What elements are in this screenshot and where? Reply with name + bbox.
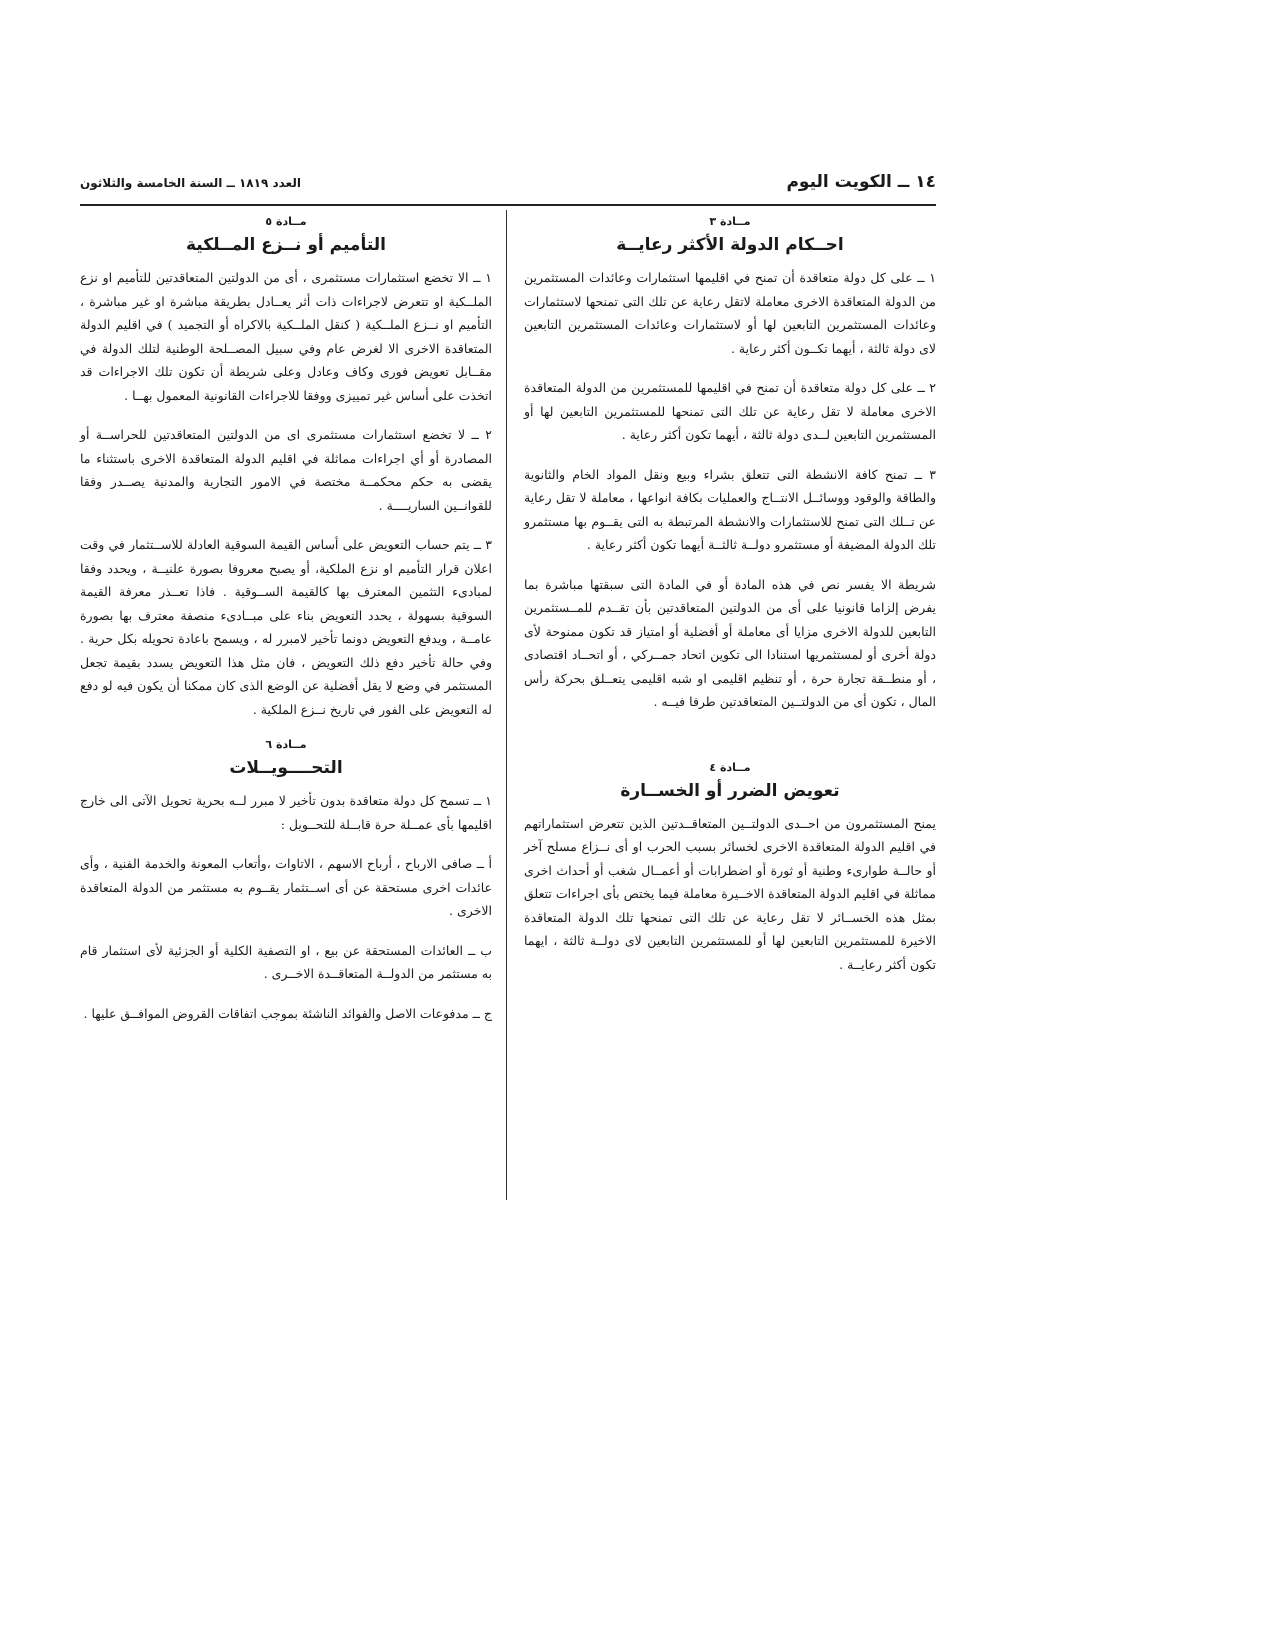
article-3-title: احــكام الدولة الأكثر رعايــة — [616, 235, 844, 255]
article-6-number: مــادة ٦ — [265, 738, 307, 751]
article-5-paragraph-2: ٢ ــ لا تخضع استثمارات مستثمرى اى من الدولتين المتعاقدتين للحراســة أو المصادرة أو أي اجراءات مماثلة في اقليم الدولة المتعاقدة الاخرى باستثناء ما يقضى به حكم محكمــة مختصة في الامور التجارية والمدنية يصــدر وفقا للقوانــين الساريــــة . — [80, 427, 492, 513]
article-3-paragraph-3: ٣ ــ تمنح كافة الانشطة التى تتعلق بشراء وبيع ونقل المواد الخام والثانوية والطاقة والوقود ووسائــل الانتــاج والعمليات بكافة انواعها ، معاملة لا تقل رعاية عن تــلك التى تمنح للاستثمارات والانشطة المرتبطة به التى يقــوم بها مستثمرو تلك الدولة المضيفة أو مستثمرو دولــة ثالثــة أيهما تكون أكثر رعاية . — [524, 466, 936, 552]
issue-info: العدد ١٨١٩ ــ السنة الخامسة والثلاثون — [80, 176, 301, 190]
article-5-paragraph-3: ٣ ــ يتم حساب التعويض على أساس القيمة السوقية العادلة للاســتثمار في وقت اعلان قرار التأميم او نزع الملكية، أو يصبح معروفا بصورة علنيــة ، ويحدد وفقا لمبادىء التثمين المعترف بها كالقيمة الســوقية . فاذا تعــذر معرفة القيمة السوقية بسهولة ، يحدد التعويض بناء على مبــادىء منصفة معترف بها بصورة عامــة ، ويدفع التعويض دونما تأخير لامبرر له ، ويسمح باعادة تحويله بكل حرية . وفي حالة تأخير دفع ذلك التعويض ، فان مثل هذا التعويض يسدد بقيمة تجعل المستثمر في وضع لا يقل أفضلية عن الوضع الذى كان ممكنا أن يكون فيه لو دفع له التعويض على الفور في تاريخ نــزع الملكية . — [80, 537, 492, 717]
article-4-title: تعويض الضرر أو الخســارة — [620, 780, 840, 801]
article-5-number: مــادة ٥ — [265, 215, 307, 228]
article-6-item-b: ب ــ العائدات المستحقة عن بيع ، او التصفية الكلية أو الجزئية لأى استثمار قام به مستثمر من الدولــة المتعاقــدة الاخــرى . — [80, 942, 492, 981]
article-4-paragraph-1: يمنح المستثمرون من احــدى الدولتــين المتعاقــدتين الذين تتعرض استثماراتهم في اقليم الدولة المتعاقدة الاخرى لخسائر بسبب الحرب او أى نــزاع مسلح آخر أو حالــة طوارىء وطنية أو ثورة أو اضطرابات أو أعمــال شغب أو أحداث اخرى مماثلة في اقليم الدولة المتعاقدة الاخــيرة معاملة فيما يختص بأى اجراءات تتعلق بمثل هذه الخســائر لا تقل رعاية عن تلك التى تمنحها تلك الدولة المتعاقدة الاخيرة للمستثمرين التابعين لها أو للمستثمرين التابعين لاى دولــة ثالثة ، ايهما تكون أكثر رعايــة . — [524, 815, 936, 972]
right-column — [524, 206, 936, 992]
article-6-item-c: ج ــ مدفوعات الاصل والفوائد الناشئة بموجب اتفاقات القروض الموافــق عليها . — [83, 1005, 492, 1021]
article-4-number: مــادة ٤ — [709, 760, 751, 774]
article-5-paragraph-1: ١ ــ الا تخضع استثمارات مستثمرى ، أى من الدولتين المتعاقدتين للتأميم او نزع الملــكية او تتعرض لاجراءات ذات أثر يعــادل بطريقة مباشرة او غير مباشرة ، التأميم او نــزع الملــكية ( كنقل الملــكية بالاكراه أو التجميد ) في اقليم الدولة المتعاقدة الاخرى الا لغرض عام وفي سبيل المصــلحة الوطنية لتلك الدولة في مقــابل تعويض فورى وكاف وعادل وعلى شريطة أن تكون تلك الاجراءات قد اتخذت على أساس غير تمييزى ووفقا للاجراءات القانونية المعمول بهــا . — [80, 270, 492, 403]
page-header — [80, 170, 936, 206]
article-5-title: التأميم أو نــزع المــلكية — [186, 235, 386, 255]
page-title: ١٤ ــ الكويت اليوم — [786, 172, 936, 192]
article-3-paragraph-2: ٢ ــ على كل دولة متعاقدة أن تمنح في اقليمها للمستثمرين من الدولة المتعاقدة الاخرى معاملة لا تقل رعاية عن تلك التى تمنحها للمستثمرين التابعين لها أو المستثمرين التابعين لــدى دولة ثالثة ، أيهما تكون أكثر رعاية . — [524, 380, 936, 442]
article-6-item-a: أ ــ صافى الارباح ، أرباح الاسهم ، الاتاوات ،وأتعاب المعونة والخدمة الفنية ، وأى عائدات اخرى مستحقة عن أى اســتثمار يقــوم به مستثمر من الدولة المتعاقدة الاخرى . — [80, 856, 492, 918]
columns — [80, 206, 936, 1206]
article-3-number: مــادة ٣ — [709, 215, 751, 228]
column-divider — [506, 210, 507, 1200]
left-column — [80, 206, 492, 1041]
article-3-paragraph-4: شريطة الا يفسر نص في هذه المادة أو في المادة التى سبقتها مباشرة بما يفرض إلزاما قانونيا على أى من الدولتين المتعاقدتين بأن تقــدم للمــستثمرين التابعين للدولة الاخرى مزايا أى معاملة أو أفضلية أو امتياز قد تكون ممنوحة لأى دولة أخرى أو لمستثمريها استنادا الى تكوين اتحاد جمــركي ، أو اتحــاد اقتصادى ، أو منطــقة تجارة حرة ، أو تنظيم اقليمى او شبه اقليمى يتعــلق بحركة رأس المال ، تكون أى من الدولتــين المتعاقدتين طرفا فيــه . — [524, 576, 936, 709]
article-6-title: التحــــويــلات — [229, 758, 343, 778]
article-6-paragraph-1: ١ ــ تسمح كل دولة متعاقدة بدون تأخير لا مبرر لــه بحرية تحويل الآتى الى خارج اقليمها بأى عمــلة حرة قابــلة للتحــويل : — [80, 793, 492, 832]
article-3-paragraph-1: ١ ــ على كل دولة متعاقدة أن تمنح في اقليمها استثمارات وعائدات المستثمرين من الدولة المتعاقدة الاخرى معاملة لاتقل رعاية عن تلك التى تمنحها لاستثمارات وعائدات المستثمرين التابعين لها أو لاستثمارات وعائدات المستثمرين التابعين لاى دولة ثالثة ، أيهما تكــون أكثر رعاية . — [524, 270, 936, 356]
gazette-page — [80, 170, 936, 1206]
